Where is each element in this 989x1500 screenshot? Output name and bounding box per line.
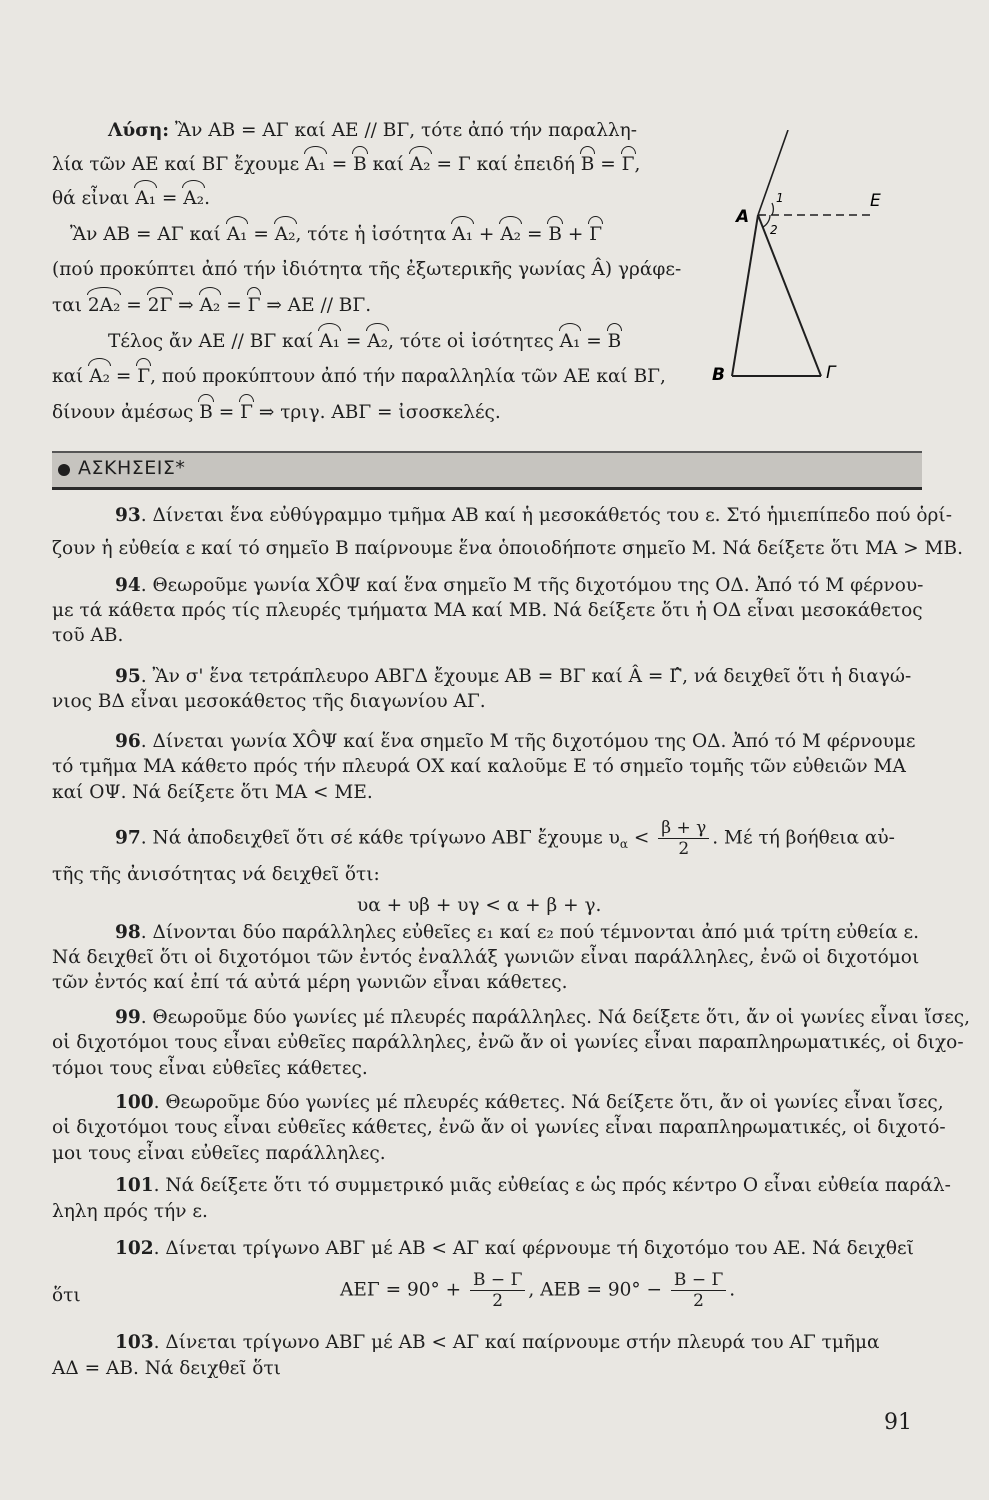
fraction-denominator: 2 — [492, 1291, 504, 1311]
fraction-denominator: 2 — [693, 1291, 704, 1311]
eq-sign: = — [212, 402, 241, 423]
eq-sign: = — [521, 224, 549, 245]
solution-text-8b: , πού προκύπτουν ἀπό τήν παραλληλία τῶν ΑΕ καί ΒΓ, — [150, 366, 666, 387]
exercise-text: . Θεωροῦμε γωνία ΧÔΨ καί ἕνα σημεῖο Μ τῆς διχοτόμου της ΟΔ. Ἀπό τό Μ φέρνου- — [140, 575, 924, 596]
formula-text: , ΑΕΒ = 90° − — [528, 1279, 668, 1301]
solution-text-2c: καί ἐπειδή — [470, 154, 581, 175]
exercise-text: ζουν ἡ εὐθεία ε καί τό σημεῖο Β παίρνουμε ἕνα ὁποιοδήποτε σημεῖο Μ. Νά δείξετε ὅτι ΜΑ > ΜΒ. — [52, 538, 963, 559]
implies-sign: ⇒ — [172, 295, 200, 316]
exercise-text: καί ΟΨ. Νά δείξετε ὅτι ΜΑ < ΜΕ. — [52, 782, 373, 803]
fraction-denominator: 2 — [678, 839, 690, 859]
exercise-97-formula — [357, 893, 601, 919]
angle-g: Γ — [248, 293, 261, 319]
bullet-icon — [58, 464, 70, 476]
less-than: < — [627, 827, 656, 849]
eq-sign: = — [220, 295, 248, 316]
angle-a2: Α₂ — [410, 152, 431, 178]
solution-text-6b: ⇒ ΑΕ // ΒΓ. — [260, 295, 372, 316]
exercise-text: τόμοι τους εἶναι εὐθεῖες κάθετες. — [52, 1058, 368, 1079]
angle-g: Γ — [137, 364, 150, 390]
exercise-103-line-2 — [52, 1356, 281, 1382]
angle-b: Β — [548, 222, 562, 248]
exercise-100-line-1 — [115, 1090, 944, 1116]
exercise-text: . Δίνεται ἕνα εὐθύγραμμο τμῆμα ΑΒ καί ἡ μεσοκάθετός του ε. Στό ἡμιεπίπεδο πού ὁρί- — [140, 505, 952, 526]
angle-a1: Α₁ — [319, 329, 340, 355]
eq-sign: = — [594, 154, 622, 175]
exercises-header — [52, 451, 922, 490]
formula-text: ΑΕΓ = 90° + — [340, 1279, 468, 1301]
exercise-100-line-2 — [52, 1115, 946, 1141]
eq-sign: = — [325, 154, 354, 175]
exercise-number: 97 — [115, 827, 141, 849]
exercise-95-line-2 — [52, 689, 486, 715]
exercise-text: τό τμῆμα ΜΑ κάθετο πρός τήν πλευρά ΟΧ καί καλοῦμε Ε τό σημεῖο τομῆς τῶν εὐθειῶν ΜΑ — [52, 756, 906, 777]
exercise-text: . Θεωροῦμε δύο γωνίες μέ πλευρές παράλληλες. Νά δείξετε ὅτι, ἄν οἱ γωνίες εἶναι ἴσες, — [140, 1007, 971, 1028]
exercise-number: 102 — [115, 1238, 154, 1259]
exercise-93-line-2 — [52, 536, 963, 562]
angle-b: Β — [608, 329, 622, 355]
exercise-text: . Δίνεται τρίγωνο ΑΒΓ μέ ΑΒ < ΑΓ καί φέρνουμε τή διχοτόμο του ΑΕ. Νά δειχθεῖ — [153, 1238, 914, 1259]
label-b: B — [712, 365, 725, 385]
solution-text-9a: δίνουν ἀμέσως — [52, 402, 200, 423]
exercise-number: 100 — [115, 1092, 154, 1113]
label-e: E — [870, 191, 881, 211]
solution-text-4a: Ἂν ΑΒ = ΑΓ καί — [70, 224, 227, 245]
exercise-101-line-1 — [115, 1173, 951, 1199]
exercise-number: 103 — [115, 1332, 154, 1353]
angle-a2: Α₂ — [500, 222, 521, 248]
exercise-text: . Δίνεται γωνία ΧÔΨ καί ἕνα σημεῖο Μ τῆς διχοτόμου της ΟΔ. Ἀπό τό Μ φέρνουμε — [140, 731, 916, 752]
period: . — [204, 188, 210, 209]
solution-text-2b: καί — [366, 154, 410, 175]
solution-line-1 — [108, 118, 637, 144]
exercise-text: . Νά δείξετε ὅτι τό συμμετρικό μιᾶς εὐθείας ε ὡς πρός κέντρο Ο εἶναι εὐθεία παράλ- — [153, 1175, 951, 1196]
eq-sign: = — [156, 188, 184, 209]
exercise-text: ληλη πρός τήν ε. — [52, 1201, 208, 1222]
exercise-93-line-1 — [115, 503, 952, 529]
exercise-text: οἱ διχοτόμοι τους εἶναι εὐθεῖες κάθετες, ἐνῶ ἄν οἱ γωνίες εἶναι παραπληρωματικές, οἱ διχοτό- — [52, 1117, 946, 1138]
solution-text-2a: λία τῶν ΑΕ καί ΒΓ ἔχουμε — [52, 154, 306, 175]
eq-sign: = — [580, 331, 608, 352]
solution-line-6 — [52, 293, 371, 319]
angle-b: Β — [581, 152, 595, 178]
angle-a1: Α₁ — [560, 329, 581, 355]
exercises-title: ΑΣΚΗΣΕΙΣ* — [78, 457, 186, 479]
exercise-96-line-1 — [115, 729, 916, 755]
exercise-94-line-3 — [52, 623, 123, 649]
solution-text-7b: , τότε οἱ ἰσότητες — [388, 331, 560, 352]
eq-sign: = — [340, 331, 368, 352]
exercise-text: . Ἂν σ' ἕνα τετράπλευρο ΑΒΓΔ ἔχουμε ΑΒ = ΒΓ καί Â = Γ̂, νά δειχθεῖ ὅτι ἡ διαγώ- — [140, 666, 912, 687]
side-ab — [732, 215, 758, 376]
angle-a1: Α₁ — [452, 222, 473, 248]
solution-line-7 — [108, 329, 621, 355]
exercise-number: 96 — [115, 731, 141, 752]
solution-line-4 — [70, 222, 602, 248]
formula-text: υα + υβ + υγ < α + β + γ. — [357, 895, 602, 916]
angle-b: Β — [199, 400, 213, 426]
exercise-99-line-2 — [52, 1030, 964, 1056]
exercise-101-line-2 — [52, 1199, 208, 1225]
exercise-text: νιος ΒΔ εἶναι μεσοκάθετος τῆς διαγωνίου ΑΓ. — [52, 691, 486, 712]
exercise-96-line-3 — [52, 780, 373, 806]
label-a: A — [736, 207, 750, 227]
exercise-102-line-1 — [115, 1236, 914, 1262]
exercise-text: τοῦ ΑΒ. — [52, 625, 124, 646]
angle-a2: Α₂ — [200, 293, 221, 319]
label-g: Γ — [826, 363, 836, 383]
solution-text-8a: καί — [52, 366, 90, 387]
exercise-96-line-2 — [52, 754, 906, 780]
exercise-94-line-1 — [115, 573, 923, 599]
fraction-numerator: Β − Γ — [671, 1270, 726, 1291]
side-ag — [758, 215, 821, 376]
label-1: 1 — [776, 191, 784, 205]
solution-text-1: Ἂν ΑΒ = ΑΓ καί ΑΕ // ΒΓ, τότε ἀπό τήν παραλλη- — [175, 120, 637, 141]
exercise-number: 101 — [115, 1175, 154, 1196]
angle-a1: Α₁ — [135, 186, 156, 212]
period: . — [729, 1279, 736, 1301]
angle-g: Γ — [622, 152, 635, 178]
exercise-number: 99 — [115, 1007, 141, 1028]
fraction-bg-over-2 — [658, 818, 709, 859]
exercise-text: με τά κάθετα πρός τίς πλευρές τμήματα ΜΑ καί ΜΒ. Νά δείξετε ὅτι ἡ ΟΔ εἶναι μεσοκάθετος — [52, 600, 923, 621]
angle-a1: Α₁ — [305, 152, 326, 178]
exercise-98-line-1 — [115, 920, 919, 946]
exercise-100-line-3 — [52, 1141, 386, 1167]
exercise-number: 94 — [115, 575, 141, 596]
solution-label: Λύση: — [108, 120, 170, 141]
angle-g: Γ — [240, 400, 253, 426]
exercise-text: ὅτι — [52, 1285, 81, 1306]
solution-text-7a: Τέλος ἄν ΑΕ // ΒΓ καί — [108, 331, 320, 352]
fraction-numerator: β + γ — [658, 818, 709, 839]
angle-g-plain: Γ — [457, 154, 471, 175]
eq-sign: = — [109, 366, 138, 387]
solution-text-9b: ⇒ τριγ. ΑΒΓ = ἰσοσκελές. — [252, 402, 501, 423]
comma: , — [634, 154, 641, 175]
exercise-102-formula — [340, 1270, 735, 1311]
solution-text-3: θά εἶναι — [52, 188, 136, 209]
angle-2g: 2Γ — [148, 293, 173, 319]
exercise-text: ΑΔ = ΑΒ. Νά δειχθεῖ ὅτι — [52, 1358, 281, 1379]
triangle-figure — [690, 130, 890, 390]
fraction-b-minus-g — [671, 1270, 726, 1311]
exercise-text: μοι τους εἶναι εὐθεῖες παράλληλες. — [52, 1143, 386, 1164]
exercise-text: Νά δειχθεῖ ὅτι οἱ διχοτόμοι τῶν ἐντός ἐναλλάξ γωνιῶν εἶναι παράλληλες, ἐνῶ οἱ διχοτόμοι — [52, 947, 920, 968]
exercise-103-line-1 — [115, 1330, 879, 1356]
solution-line-9 — [52, 400, 501, 426]
exercise-text: . Μέ τή βοήθεια αὐ- — [712, 827, 895, 849]
fraction-b-minus-g — [470, 1270, 525, 1311]
angle-2a2: 2Α₂ — [88, 293, 121, 319]
exercise-number: 98 — [115, 922, 141, 943]
exercise-99-line-1 — [115, 1005, 970, 1031]
exercise-102-oti — [52, 1283, 81, 1309]
solution-line-8 — [52, 364, 666, 390]
exercise-text: . Θεωροῦμε δύο γωνίες μέ πλευρές κάθετες. Νά δείξετε ὅτι, ἄν οἱ γωνίες εἶναι ἴσες, — [153, 1092, 944, 1113]
exercise-text: τῆς τῆς ἀνισότητας νά δειχθεῖ ὅτι: — [52, 864, 380, 885]
page-number: 91 — [884, 1410, 912, 1435]
exercise-text: . Δίνονται δύο παράλληλες εὐθεῖες ε₁ καί ε₂ πού τέμνονται ἀπό μιά τρίτη εὐθεία ε. — [140, 922, 919, 943]
solution-line-5 — [52, 257, 681, 283]
fraction-numerator: Β − Γ — [470, 1270, 525, 1291]
solution-line-3 — [52, 186, 210, 212]
plus-sign: + — [561, 224, 590, 245]
solution-text-4b: , τότε ἡ ἰσότητα — [295, 224, 453, 245]
solution-line-2 — [52, 152, 640, 178]
exercise-97-line-2 — [52, 862, 380, 888]
plus-sign: + — [473, 224, 501, 245]
label-2: 2 — [770, 223, 778, 237]
subscript-a: α — [619, 837, 628, 852]
angle-a2: Α₂ — [89, 364, 110, 390]
angle-g: Γ — [589, 222, 602, 248]
solution-text-5: (πού προκύπτει ἀπό τήν ἰδιότητα τῆς ἐξωτερικῆς γωνίας Â) γράφε- — [52, 259, 682, 280]
angle-a2: Α₂ — [183, 186, 204, 212]
angle-a2: Α₂ — [367, 329, 388, 355]
solution-text-6a: ται — [52, 295, 88, 316]
angle-a1: Α₁ — [227, 222, 248, 248]
angle-a2: Α₂ — [275, 222, 296, 248]
exercise-number: 93 — [115, 505, 141, 526]
eq-sign: = — [120, 295, 148, 316]
exercise-94-line-2 — [52, 598, 923, 624]
arc-angle-2 — [763, 215, 770, 227]
exercise-98-line-3 — [52, 970, 567, 996]
exercise-text: . Νά ἀποδειχθεῖ ὅτι σέ κάθε τρίγωνο ΑΒΓ ἔχουμε υ — [140, 827, 620, 849]
exercise-text: τῶν ἐντός καί ἐπί τά αὐτά μέρη γωνιῶν εἶναι κάθετες. — [52, 972, 568, 993]
exercise-99-line-3 — [52, 1056, 368, 1082]
arc-angle-1 — [772, 203, 773, 215]
exercise-98-line-2 — [52, 945, 919, 971]
exercise-text: . Δίνεται τρίγωνο ΑΒΓ μέ ΑΒ < ΑΓ καί παίρνουμε στήν πλευρά του ΑΓ τμῆμα — [153, 1332, 880, 1353]
exercise-number: 95 — [115, 666, 141, 687]
angle-b: Β — [353, 152, 367, 178]
eq-sign: = — [430, 154, 458, 175]
exercise-95-line-1 — [115, 664, 911, 690]
exercise-97-line-1 — [115, 818, 895, 859]
eq-sign: = — [247, 224, 275, 245]
exercise-text: οἱ διχοτόμοι τους εἶναι εὐθεῖες παράλληλες, ἐνῶ ἄν οἱ γωνίες εἶναι παραπληρωματικές, οἱ διχο- — [52, 1032, 964, 1053]
